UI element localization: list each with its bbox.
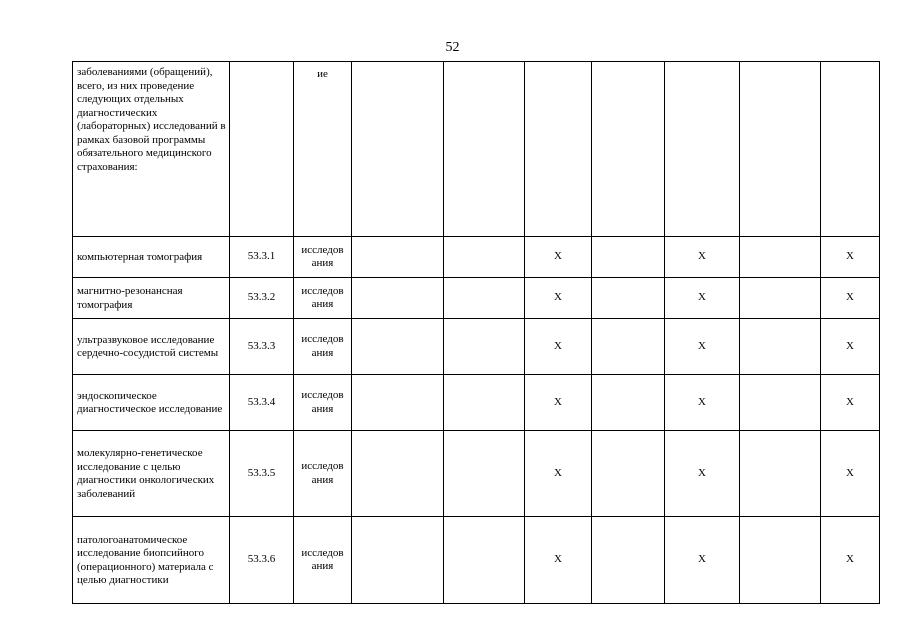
mark-cell — [740, 237, 821, 278]
mark-cell — [352, 62, 444, 237]
mark-cell — [525, 62, 592, 237]
mark-cell — [444, 62, 525, 237]
table-row — [73, 237, 880, 278]
mark-cell — [444, 319, 525, 375]
mark-cell — [740, 278, 821, 319]
row-unit: исследов ания — [294, 375, 352, 431]
row-unit: исследов ания — [294, 319, 352, 375]
table-row — [73, 278, 880, 319]
data-table — [72, 61, 880, 604]
mark-cell — [352, 237, 444, 278]
row-unit: исследов ания — [294, 278, 352, 319]
mark-cell: X — [665, 319, 740, 375]
mark-cell: X — [525, 278, 592, 319]
mark-cell — [592, 431, 665, 517]
row-code: 53.3.6 — [230, 517, 294, 604]
mark-cell — [740, 375, 821, 431]
mark-cell: X — [821, 431, 880, 517]
mark-cell — [444, 375, 525, 431]
mark-cell: X — [821, 237, 880, 278]
row-name: патологоанатомическое исследование биопсийного (операционного) материала с целью диагностики — [73, 517, 230, 604]
mark-cell: X — [665, 517, 740, 604]
row-unit: ие — [294, 62, 352, 237]
mark-cell: X — [525, 319, 592, 375]
mark-cell — [352, 375, 444, 431]
page-number: 52 — [445, 40, 460, 55]
mark-cell — [592, 375, 665, 431]
mark-cell — [592, 62, 665, 237]
mark-cell: X — [821, 278, 880, 319]
mark-cell: X — [665, 278, 740, 319]
mark-cell — [444, 278, 525, 319]
mark-cell — [352, 517, 444, 604]
row-code: 53.3.5 — [230, 431, 294, 517]
mark-cell — [444, 431, 525, 517]
mark-cell: X — [821, 375, 880, 431]
row-name: молекулярно-генетическое исследование с целью диагностики онкологических заболеваний — [73, 431, 230, 517]
mark-cell: X — [665, 237, 740, 278]
mark-cell: X — [525, 375, 592, 431]
table-row — [73, 375, 880, 431]
mark-cell — [740, 517, 821, 604]
row-name: магнитно-резонансная томография — [73, 278, 230, 319]
mark-cell — [444, 237, 525, 278]
mark-cell — [592, 517, 665, 604]
mark-cell — [352, 431, 444, 517]
row-code: 53.3.3 — [230, 319, 294, 375]
mark-cell — [592, 319, 665, 375]
mark-cell — [592, 237, 665, 278]
mark-cell: X — [665, 431, 740, 517]
row-code — [230, 62, 294, 237]
row-name: ультразвуковое исследование сердечно-сосудистой системы — [73, 319, 230, 375]
row-code: 53.3.1 — [230, 237, 294, 278]
table-row — [73, 517, 880, 604]
mark-cell — [740, 62, 821, 237]
row-unit: исследов ания — [294, 431, 352, 517]
mark-cell: X — [525, 517, 592, 604]
mark-cell — [352, 319, 444, 375]
mark-cell — [740, 319, 821, 375]
row-name: компьютерная томография — [73, 237, 230, 278]
mark-cell — [821, 62, 880, 237]
row-unit: исследов ания — [294, 237, 352, 278]
mark-cell: X — [821, 319, 880, 375]
table-row — [73, 431, 880, 517]
table-row-continuation — [73, 62, 880, 237]
row-name: эндоскопическое диагностическое исследование — [73, 375, 230, 431]
mark-cell: X — [525, 237, 592, 278]
mark-cell: X — [525, 431, 592, 517]
row-name: заболеваниями (обращений), всего, из них проведение следующих отдельных диагностических (лабораторных) исследований в рамках базовой программы обязательного медицинского страхования: — [73, 62, 230, 237]
table-row — [73, 319, 880, 375]
row-unit: исследов ания — [294, 517, 352, 604]
mark-cell — [352, 278, 444, 319]
row-code: 53.3.2 — [230, 278, 294, 319]
mark-cell: X — [821, 517, 880, 604]
mark-cell — [592, 278, 665, 319]
mark-cell — [665, 62, 740, 237]
mark-cell — [444, 517, 525, 604]
row-code: 53.3.4 — [230, 375, 294, 431]
mark-cell — [740, 431, 821, 517]
mark-cell: X — [665, 375, 740, 431]
